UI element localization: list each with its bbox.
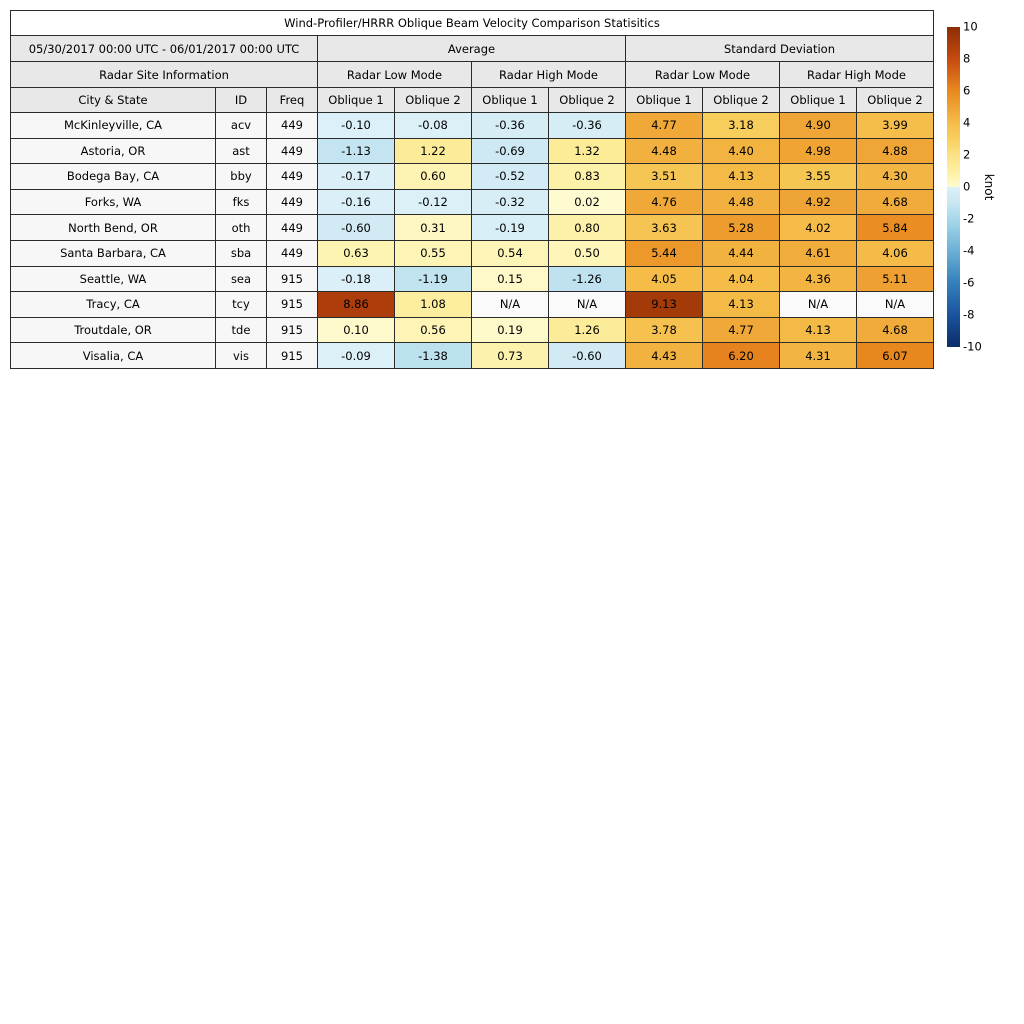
- value-cell: -0.36: [472, 113, 549, 139]
- value-cell: 0.80: [549, 215, 626, 241]
- value-cell: 4.68: [857, 317, 934, 343]
- value-cell: 4.04: [703, 266, 780, 292]
- value-cell: 4.77: [703, 317, 780, 343]
- city-cell: Forks, WA: [11, 189, 216, 215]
- value-cell: -0.18: [318, 266, 395, 292]
- colorbar-tick-label: -6: [963, 275, 975, 290]
- stats-table: [10, 10, 934, 369]
- city-cell: Troutdale, OR: [11, 317, 216, 343]
- value-cell: -0.17: [318, 164, 395, 190]
- oblique1-header: Oblique 1: [780, 88, 857, 113]
- freq-header: Freq: [267, 88, 318, 113]
- oblique1-header: Oblique 1: [626, 88, 703, 113]
- value-cell: 0.55: [395, 240, 472, 266]
- value-cell: 4.02: [780, 215, 857, 241]
- oblique2-header: Oblique 2: [857, 88, 934, 113]
- value-cell: -0.19: [472, 215, 549, 241]
- site-id-cell: fks: [216, 189, 267, 215]
- value-cell: 4.98: [780, 138, 857, 164]
- value-cell: 3.55: [780, 164, 857, 190]
- value-cell: -0.09: [318, 343, 395, 369]
- table-row: [11, 138, 934, 164]
- site-id-cell: ast: [216, 138, 267, 164]
- freq-cell: 449: [267, 113, 318, 139]
- value-cell: 4.13: [780, 317, 857, 343]
- date-range-cell: 05/30/2017 00:00 UTC - 06/01/2017 00:00 UTC: [11, 36, 318, 62]
- value-cell: -1.38: [395, 343, 472, 369]
- value-cell: 4.40: [703, 138, 780, 164]
- value-cell: 4.30: [857, 164, 934, 190]
- value-cell: 3.78: [626, 317, 703, 343]
- site-id-cell: sea: [216, 266, 267, 292]
- std-low-mode-header: Radar Low Mode: [626, 62, 780, 88]
- table-row: [11, 343, 934, 369]
- city-state-header: City & State: [11, 88, 216, 113]
- site-id-cell: acv: [216, 113, 267, 139]
- value-cell: 8.86: [318, 292, 395, 318]
- table-row: [11, 215, 934, 241]
- freq-cell: 915: [267, 292, 318, 318]
- freq-cell: 449: [267, 240, 318, 266]
- colorbar: [947, 27, 960, 347]
- site-id-cell: bby: [216, 164, 267, 190]
- value-cell: 0.63: [318, 240, 395, 266]
- city-cell: Visalia, CA: [11, 343, 216, 369]
- city-cell: McKinleyville, CA: [11, 113, 216, 139]
- table-body: [11, 113, 934, 369]
- id-header: ID: [216, 88, 267, 113]
- value-cell: 0.15: [472, 266, 549, 292]
- value-cell: 5.44: [626, 240, 703, 266]
- oblique2-header: Oblique 2: [549, 88, 626, 113]
- table-row: [11, 266, 934, 292]
- value-cell: 0.73: [472, 343, 549, 369]
- colorbar-tick-label: -8: [963, 307, 975, 322]
- value-cell: 3.51: [626, 164, 703, 190]
- value-cell: 1.26: [549, 317, 626, 343]
- value-cell: 4.48: [703, 189, 780, 215]
- value-cell: 6.20: [703, 343, 780, 369]
- value-cell: 4.88: [857, 138, 934, 164]
- freq-cell: 449: [267, 138, 318, 164]
- value-cell: 4.44: [703, 240, 780, 266]
- colorbar-tick-label: 6: [963, 83, 971, 98]
- stats-table-wrap: [10, 10, 934, 369]
- value-cell: 0.02: [549, 189, 626, 215]
- value-cell: 4.05: [626, 266, 703, 292]
- colorbar-tick-label: 4: [963, 115, 971, 130]
- value-cell: -0.12: [395, 189, 472, 215]
- colorbar-tick-label: 0: [963, 179, 971, 194]
- colorbar-tick-label: -2: [963, 211, 975, 226]
- value-cell: -0.69: [472, 138, 549, 164]
- title-row: [11, 11, 934, 36]
- value-cell: 4.43: [626, 343, 703, 369]
- value-cell: 5.84: [857, 215, 934, 241]
- value-cell: N/A: [780, 292, 857, 318]
- colorbar-tick-label: -4: [963, 243, 975, 258]
- site-id-cell: vis: [216, 343, 267, 369]
- value-cell: 5.11: [857, 266, 934, 292]
- header-row-period-groups: [11, 36, 934, 62]
- oblique1-header: Oblique 1: [318, 88, 395, 113]
- header-row-modes: [11, 62, 934, 88]
- value-cell: -0.08: [395, 113, 472, 139]
- value-cell: N/A: [549, 292, 626, 318]
- value-cell: 4.48: [626, 138, 703, 164]
- value-cell: 9.13: [626, 292, 703, 318]
- freq-cell: 915: [267, 343, 318, 369]
- table-row: [11, 164, 934, 190]
- value-cell: 0.83: [549, 164, 626, 190]
- value-cell: 1.08: [395, 292, 472, 318]
- value-cell: -0.52: [472, 164, 549, 190]
- site-id-cell: tde: [216, 317, 267, 343]
- city-cell: Tracy, CA: [11, 292, 216, 318]
- value-cell: N/A: [857, 292, 934, 318]
- city-cell: Santa Barbara, CA: [11, 240, 216, 266]
- colorbar-tick-label: 8: [963, 51, 971, 66]
- value-cell: -0.36: [549, 113, 626, 139]
- value-cell: -0.32: [472, 189, 549, 215]
- city-cell: Astoria, OR: [11, 138, 216, 164]
- site-id-cell: sba: [216, 240, 267, 266]
- value-cell: 0.56: [395, 317, 472, 343]
- value-cell: 4.36: [780, 266, 857, 292]
- value-cell: 0.10: [318, 317, 395, 343]
- value-cell: 1.22: [395, 138, 472, 164]
- oblique1-header: Oblique 1: [472, 88, 549, 113]
- value-cell: 4.68: [857, 189, 934, 215]
- value-cell: 4.90: [780, 113, 857, 139]
- value-cell: -1.19: [395, 266, 472, 292]
- value-cell: 4.76: [626, 189, 703, 215]
- table-row: [11, 317, 934, 343]
- stddev-group-header: Standard Deviation: [626, 36, 934, 62]
- avg-high-mode-header: Radar High Mode: [472, 62, 626, 88]
- avg-low-mode-header: Radar Low Mode: [318, 62, 472, 88]
- freq-cell: 449: [267, 164, 318, 190]
- value-cell: 4.77: [626, 113, 703, 139]
- value-cell: N/A: [472, 292, 549, 318]
- value-cell: 0.60: [395, 164, 472, 190]
- value-cell: 0.50: [549, 240, 626, 266]
- colorbar-axis-label: knot: [982, 173, 996, 201]
- value-cell: 4.92: [780, 189, 857, 215]
- colorbar-tick-label: -10: [963, 339, 982, 354]
- value-cell: 0.19: [472, 317, 549, 343]
- value-cell: 4.13: [703, 292, 780, 318]
- value-cell: 1.32: [549, 138, 626, 164]
- value-cell: 4.31: [780, 343, 857, 369]
- value-cell: -1.13: [318, 138, 395, 164]
- value-cell: 5.28: [703, 215, 780, 241]
- value-cell: -0.60: [318, 215, 395, 241]
- freq-cell: 449: [267, 189, 318, 215]
- value-cell: 4.61: [780, 240, 857, 266]
- average-group-header: Average: [318, 36, 626, 62]
- table-row: [11, 189, 934, 215]
- colorbar-tick-label: 2: [963, 147, 971, 162]
- value-cell: 3.99: [857, 113, 934, 139]
- oblique2-header: Oblique 2: [395, 88, 472, 113]
- std-high-mode-header: Radar High Mode: [780, 62, 934, 88]
- oblique2-header: Oblique 2: [703, 88, 780, 113]
- freq-cell: 915: [267, 266, 318, 292]
- value-cell: 0.31: [395, 215, 472, 241]
- city-cell: North Bend, OR: [11, 215, 216, 241]
- freq-cell: 449: [267, 215, 318, 241]
- site-id-cell: tcy: [216, 292, 267, 318]
- site-id-cell: oth: [216, 215, 267, 241]
- value-cell: 6.07: [857, 343, 934, 369]
- value-cell: -0.16: [318, 189, 395, 215]
- colorbar-tick-label: 10: [963, 19, 978, 34]
- freq-cell: 915: [267, 317, 318, 343]
- value-cell: 4.06: [857, 240, 934, 266]
- value-cell: 3.63: [626, 215, 703, 241]
- value-cell: 3.18: [703, 113, 780, 139]
- table-row: [11, 240, 934, 266]
- value-cell: -0.10: [318, 113, 395, 139]
- value-cell: 0.54: [472, 240, 549, 266]
- value-cell: -1.26: [549, 266, 626, 292]
- value-cell: -0.60: [549, 343, 626, 369]
- table-row: [11, 113, 934, 139]
- table-row: [11, 292, 934, 318]
- city-cell: Bodega Bay, CA: [11, 164, 216, 190]
- site-info-header: Radar Site Information: [11, 62, 318, 88]
- city-cell: Seattle, WA: [11, 266, 216, 292]
- header-row-columns: [11, 88, 934, 113]
- value-cell: 4.13: [703, 164, 780, 190]
- figure-title: Wind-Profiler/HRRR Oblique Beam Velocity Comparison Statisitics: [11, 11, 934, 36]
